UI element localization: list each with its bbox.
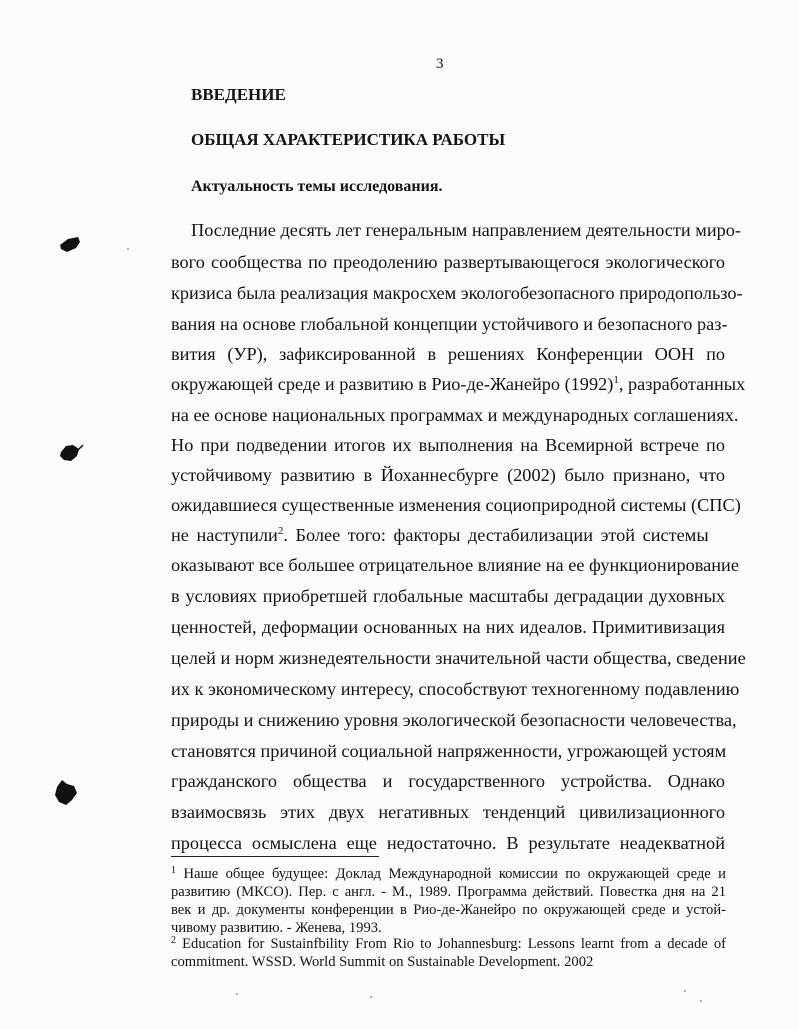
body-line: ценностей, деформации основанных на них идеалов. Примитивизация xyxy=(171,617,725,637)
section-heading: ВВЕДЕНИЕ xyxy=(191,85,286,104)
footnote-ref-1: 1 xyxy=(613,374,619,386)
body-line: целей и норм жизнедеятельности значительной части общества, сведение xyxy=(171,648,746,668)
body-line: оказывают все большее отрицательное влияние на ее функционирование xyxy=(171,555,739,575)
footnote-line: век и др. документы конференции в Рио-де-Жанейро по окружающей среде и устой- xyxy=(171,902,726,918)
body-line: кризиса была реализация макросхем экологобезопасного природопользо- xyxy=(171,283,743,303)
ink-blot xyxy=(58,236,82,254)
body-line: устойчивому развитию в Йоханнесбурге (2002) было признано, что xyxy=(171,465,725,485)
footnote-text: Education for Sustainfbility From Rio to Johannesburg: Lessons learnt from a decade of xyxy=(182,936,726,952)
body-line: вания на основе глобальной концепции устойчивого и безопасного раз- xyxy=(171,314,728,334)
body-line: Но при подведении итогов их выполнения на Всемирной встрече по xyxy=(171,435,725,455)
ink-blot xyxy=(58,442,84,464)
footnote-separator xyxy=(171,856,379,857)
body-line: ожидавшиеся существенные изменения социоприродной системы (СПС) xyxy=(171,495,741,515)
body-line xyxy=(171,373,746,395)
scan-speck xyxy=(127,248,129,250)
footnote-mark-1: 1 xyxy=(171,865,176,876)
scan-speck xyxy=(684,990,686,992)
ink-blot xyxy=(52,778,80,808)
body-line: Последние десять лет генеральным направлением деятельности миро- xyxy=(191,220,741,240)
footnote-ref-2: 2 xyxy=(277,525,284,537)
scan-speck xyxy=(700,1000,702,1002)
page-number: 3 xyxy=(436,56,444,72)
body-line: процесса осмыслена еще недостаточно. В результате неадекватной xyxy=(171,833,725,853)
body-line: гражданского общества и государственного устройства. Однако xyxy=(171,771,725,791)
body-line: их к экономическому интересу, способствуют техногенному подавлению xyxy=(171,679,740,699)
body-line: вития (УР), зафиксированной в решениях Конференции ООН по xyxy=(171,344,725,364)
footnote-text: Наше общее будущее: Доклад Международной комиссии по окружающей среде и xyxy=(183,866,726,882)
body-line: взаимосвязь этих двух негативных тенденций цивилизационного xyxy=(171,802,725,822)
footnote-line: развитию (МКСО). Пер. с англ. - М., 1989. Программа действий. Повестка дня на 21 xyxy=(171,884,726,900)
footnote-mark-2: 2 xyxy=(171,935,176,946)
scan-speck xyxy=(236,993,238,995)
relevance-subheading: Актуальность темы исследования. xyxy=(191,178,443,195)
body-text-segment: окружающей среде и развитию в Рио-де-Жанейро (1992) xyxy=(171,374,614,394)
body-text-segment: . Более того: факторы дестабилизации этой системы xyxy=(283,525,709,545)
body-line: в условиях приобретшей глобальные масштабы деградации духовных xyxy=(171,586,725,606)
scan-speck xyxy=(370,996,372,998)
body-line: природы и снижению уровня экологической безопасности человечества, xyxy=(171,710,737,730)
body-line: становятся причиной социальной напряженности, угрожающей устоям xyxy=(171,741,727,761)
general-heading: ОБЩАЯ ХАРАКТЕРИСТИКА РАБОТЫ xyxy=(191,130,506,149)
body-line: на ее основе национальных программах и международных соглашениях. xyxy=(171,405,739,425)
body-line xyxy=(171,524,725,546)
body-text-segment: , разработанных xyxy=(618,374,746,394)
footnote-line xyxy=(171,865,726,883)
footnote-line: чивому развитию. - Женева, 1993. xyxy=(171,920,382,936)
footnote-line: commitment. WSSD. World Summit on Sustainable Development. 2002 xyxy=(171,954,594,970)
body-text-segment: не наступили xyxy=(171,525,278,545)
footnote-line xyxy=(171,935,726,953)
body-line: вого сообщества по преодолению развертывающегося экологического xyxy=(171,252,725,272)
